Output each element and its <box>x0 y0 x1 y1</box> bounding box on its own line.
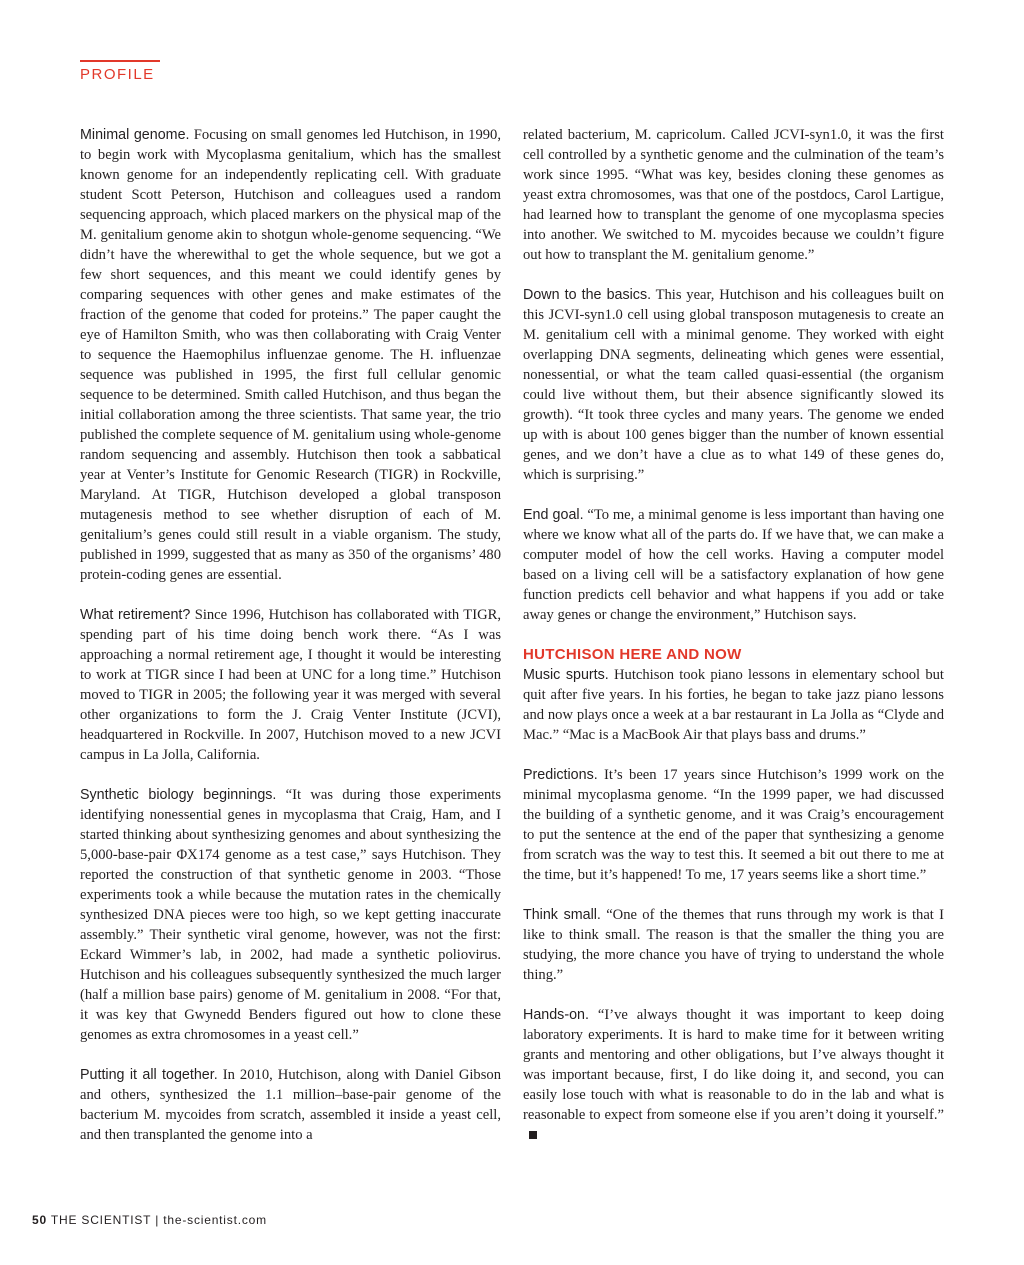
paragraph-synthetic-biology <box>80 785 501 1045</box>
paragraph-hands-on <box>523 1005 944 1145</box>
paragraph-what-retirement <box>80 605 501 765</box>
footer-separator: | <box>155 1213 160 1227</box>
lead-in: Synthetic biology beginnings. <box>80 787 277 803</box>
site-url[interactable]: the-scientist.com <box>163 1213 267 1227</box>
paragraph-music-spurts <box>523 665 944 745</box>
paragraph-body: “It was during those experiments identifying nonessential genes in mycoplasma that Craig, Ham, and I started thinking about synthesizing genomes and about synthesizing the 5,000-base-pair ΦX174 genome as a test case,” says Hutchison. They reported the construction of that synthetic genome in 2003. “Those experiments took a while because the mutation rates in the chemically synthesized DNA pieces were too high, so we kept getting inaccurate assembly.” Their synthetic viral genome, however, was not the first: Eckard Wimmer’s lab, in 2002, had made a synthetic poliovirus. Hutchison and his colleagues subsequently synthesized the much larger (half a million base pairs) genome of M. genitalium in 2008. “For that, it was key that Gwynedd Benders figured out how to clone these genomes as extra chromosomes in a yeast cell.” <box>80 787 501 1043</box>
lead-in: Minimal genome. <box>80 127 190 143</box>
lead-in: Think small. <box>523 907 601 923</box>
end-mark-icon <box>529 1131 537 1139</box>
paragraph-body: “To me, a minimal genome is less important than having one where we know what all of the parts do. If we have that, we can make a computer model of how the cell works. Having a computer model based on a living cell will be a satisfactory explanation of how gene function predicts cell behavior and what happens if you add or take away genes or change the environment,” Hutchison says. <box>523 507 944 623</box>
paragraph-predictions <box>523 765 944 885</box>
paragraph-body: Focusing on small genomes led Hutchison, in 1990, to begin work with Mycoplasma genitalium, which has the smallest known genome for an independently replicating cell. With graduate student Scott Peterson, Hutchison and colleagues used a random sequencing approach, which placed markers on the physical map of the M. genitalium genome akin to shotgun whole-genome sequencing. “We didn’t have the wherewithal to get the whole sequence, but we got a few short sequences, and this meant we could identify genes by comparing sequences with other genes and make estimates of the fraction of the genome that coded for proteins.” The paper caught the eye of Hamilton Smith, who was then collaborating with Craig Venter to sequence the Haemophilus influenzae genome. The H. influenzae sequence was published in 1995, the first full cellular genomic sequence to be determined. Smith called Hutchison, and thus began the initial collaboration among the three scientists. That same year, the trio published the complete sequence of M. genitalium using whole-genome random sequencing and assembly. Hutchison then took a sabbatical year at Venter’s Institute for Genomic Research (TIGR) in Rockville, Maryland. At TIGR, Hutchison developed a global transposon mutagenesis method to see whether disruption of each of M. genitalium’s genes could still result in a viable organism. The study, published in 1999, suggested that as many as 350 of the organisms’ 480 protein-coding genes are essential. <box>80 127 501 583</box>
paragraph-putting-together <box>80 1065 501 1145</box>
paragraph-body: “I’ve always thought it was important to keep doing laboratory experiments. It is hard to make time for it between writing grants and mentoring and other obligations, but I’ve always thought it was important because, first, I do like doing it, and second, you can easily lose touch with what is reasonable to do in the lab and what is reasonable to expect from someone else if you aren’t doing it yourself.” <box>523 1007 944 1123</box>
paragraph-body: In 2010, Hutchison, along with Daniel Gibson and others, synthesized the 1.1 million–base-pair genome of the bacterium M. mycoides from scratch, assembled it inside a yeast cell, and then transplanted the genome into a <box>80 1067 501 1143</box>
paragraph-body: This year, Hutchison and his colleagues built on this JCVI-syn1.0 cell using global transposon mutagenesis to create an M. genitalium cell with a minimal genome. They worked with eight overlapping DNA segments, delineating which genes were essential, nonessential, or what the team called quasi-essential (the organism could live without them, but their absence significantly slowed its growth). “It took three cycles and many years. The genome we ended up with is about 100 genes bigger than the number of known essential genes, and we don’t have a clue as to what 149 of these genes do, which is surprising.” <box>523 287 944 483</box>
page-number: 50 <box>32 1213 47 1227</box>
paragraph-body: related bacterium, M. capricolum. Called JCVI-syn1.0, it was the first cell controlled by a synthetic genome and the culmination of the team’s work since 1995. “What was key, besides cloning these genomes as yeast extra chromosomes, was that one of the postdocs, Carol Lartigue, had learned how to transplant the genome of one mycoplasma species into another. We switched to M. mycoides because we couldn’t figure out how to transplant the M. genitalium genome.” <box>523 127 944 263</box>
lead-in: Putting it all together. <box>80 1067 218 1083</box>
lead-in: Hands-on. <box>523 1007 589 1023</box>
section-rule <box>80 60 160 62</box>
lead-in: End goal. <box>523 507 584 523</box>
paragraph-minimal-genome <box>80 125 501 585</box>
left-column <box>80 125 501 1145</box>
lead-in: Music spurts. <box>523 667 609 683</box>
section-label: PROFILE <box>80 66 155 83</box>
lead-in: Down to the basics. <box>523 287 652 303</box>
paragraph-body: Hutchison took piano lessons in elementary school but quit after five years. In his forties, he began to take jazz piano lessons and now plays once a week at a bar restaurant in La Jolla as “Clyde and Mac.” “Mac is a MacBook Air that plays bass and drums.” <box>523 667 944 743</box>
subhead-here-and-now: HUTCHISON HERE AND NOW <box>523 646 742 663</box>
lead-in: Predictions. <box>523 767 598 783</box>
paragraph-end-goal <box>523 505 944 625</box>
paragraph-body: Since 1996, Hutchison has collaborated with TIGR, spending part of his time doing bench work there. “As I was approaching a normal retirement age, I thought it would be interesting to work at TIGR since I had been at UNC for a long time.” Hutchison moved to TIGR in 2005; the following year it was merged with several other organizations to form the J. Craig Venter Institute (JCVI), headquartered in Rockville. In 2007, Hutchison moved to a new JCVI campus in La Jolla, California. <box>80 607 502 763</box>
lead-in: What retirement? <box>80 607 191 623</box>
paragraph-body: It’s been 17 years since Hutchison’s 1999 work on the minimal mycoplasma genome. “In the 1999 paper, we had discussed the building of a synthetic genome, and it was Craig’s encouragement to put the sentence at the end of the paper that synthesizing a genome from scratch was the way to test this. It seemed a bit out there to me at the time, but it’s happened! To me, 17 years seems like a short time.” <box>523 767 944 883</box>
right-column <box>523 125 944 1145</box>
page-footer <box>32 1213 267 1227</box>
paragraph-body: “One of the themes that runs through my work is that I like to think small. The reason is that the smaller the thing you are studying, the more chance you have of trying to understand the whole thing.” <box>523 907 944 983</box>
paragraph-continuation <box>523 125 944 265</box>
magazine-name: THE SCIENTIST <box>50 1213 152 1227</box>
paragraph-down-to-basics <box>523 285 944 485</box>
paragraph-think-small <box>523 905 944 985</box>
